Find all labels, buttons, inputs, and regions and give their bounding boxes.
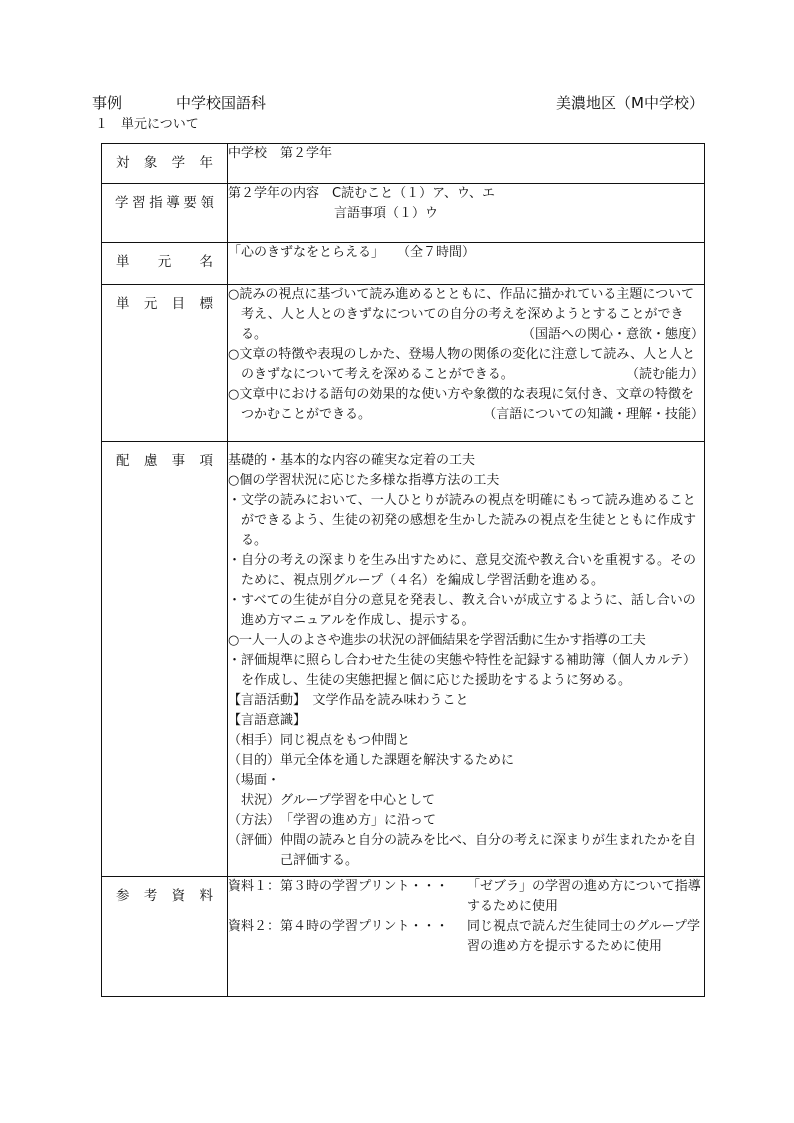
goal-text: ○文章中における語句の効果的な使い方や象徴的な表現に気付き、文章の特徴をつかむことができる。 [228,387,694,422]
label-char: 象 [143,155,158,171]
awareness-tag: 状況） [228,793,281,808]
region-school: 美濃地区（M中学校） [556,94,704,112]
considerations-sub-1: ○個の学習状況に応じた多様な指導方法の工夫 [228,473,500,488]
awareness-tag: （場面・ [228,773,281,788]
considerations-heading: 基礎的・基本的な内容の確実な定着の工夫 [228,453,476,468]
value-considerations [228,442,705,877]
awareness-text: 同じ視点をもつ仲間と [280,733,411,748]
reference-item [228,917,704,957]
unit-table [101,143,705,997]
awareness-tag: （相手） [228,733,281,748]
considerations-sub-2: ○一人一人のよさや進歩の状況の評価結果を学習活動に生かす指導の工夫 [228,633,646,648]
label-chars [102,144,227,173]
value-unit-name [228,243,705,285]
awareness-text [280,771,704,791]
goal-text: ○文章の特徴や表現のしかた、登場人物の関係の変化に注意して読み、人と人とのきずなについて考えを深めることができる。 [228,347,696,382]
label-char: 領 [200,195,214,211]
label-considerations [102,442,228,877]
table-row-considerations [102,442,705,877]
label-char: 対 [116,155,130,171]
label-unit-goals [102,285,228,442]
considerations-bullet: ・すべての生徒が自分の意見を発表し、教え合いが成立するように、話し合いの進め方マニュアルを作成し、提示する。 [228,593,696,628]
label-char: 習 [132,195,146,211]
awareness-item [228,831,704,871]
label-char: 標 [199,296,213,312]
awareness-tag: （評価） [228,833,281,848]
label-char: 項 [199,453,213,469]
label-char: 指 [149,195,163,211]
label-char: 元 [157,254,172,270]
label-char: 資 [171,888,186,904]
awareness-tag: （目的） [228,753,281,768]
label-target-grade [102,144,228,184]
table-row-unit-goals [102,285,705,442]
label-char: 単 [116,254,130,270]
awareness-item [228,791,704,811]
label-chars [102,442,227,471]
table-row-guideline [102,184,705,243]
considerations-bullet: ・自分の考えの深まりを生み出すために、意見交流や教え合いを重視する。そのために、視点別グループ（４名）を編成し学習活動を進める。 [228,553,697,588]
label-references [102,877,228,997]
guideline-line-2: 言語事項（１）ウ [334,206,439,221]
label-chars [102,243,227,272]
value-guideline [228,184,705,243]
table-row-unit-name [102,243,705,285]
awareness-item [228,771,704,791]
label-char: 考 [143,888,158,904]
table-row-target-grade [102,144,705,184]
language-activity: 【言語活動】 文学作品を読み味わうこと [228,693,469,708]
value-target-grade [228,144,705,184]
label-char: 料 [199,888,213,904]
table-row-references [102,877,705,997]
goal-item [228,285,704,345]
reference-value: 「ゼブラ」の学習の進め方について指導するために使用 [467,879,701,914]
label-char: 参 [116,888,130,904]
value-unit-goals [228,285,705,442]
label-char: 元 [143,296,158,312]
label-char: 名 [199,254,213,270]
awareness-item [228,811,704,831]
awareness-text: 単元全体を通した課題を解決するために [280,753,515,768]
reference-item [228,877,704,917]
label-chars [102,184,227,213]
label-char: 学 [171,155,186,171]
unit-name-text: 「心のきずなをとらえる」 （全７時間） [228,245,476,260]
label-char: 目 [171,296,186,312]
section-heading: １ 単元について [95,117,199,132]
goal-item [228,345,704,385]
goal-text: ○読みの視点に基づいて読み進めるとともに、作品に描かれている主題について考え、人と人とのきずなについての自分の考えを深めようとすることができる。 [228,287,695,342]
awareness-text: 「学習の進め方」に沿って [280,813,437,828]
considerations-bullet: ・評価規準に照らし合わせた生徒の実態や特性を記録する補助簿（個人カルテ）を作成し、生徒の実態把握と個に応じた援助をするように努める。 [228,653,697,688]
case-label: 事例 [92,94,123,112]
awareness-item [228,751,704,771]
awareness-text: グループ学習を中心として [280,793,435,808]
label-char: 導 [166,195,180,211]
label-char: 年 [199,155,213,171]
label-chars [102,285,227,314]
goal-note: （読む能力） [625,367,704,382]
reference-key: 資料２：第４時の学習プリント・・・ [228,919,449,934]
label-guideline [102,184,228,243]
reference-value: 同じ視点で読んだ生徒同士のグループ学習の進め方を提示するために使用 [467,919,700,954]
guideline-line-1: 第２学年の内容 C読むこと（１）ア、ウ、エ [228,186,495,201]
language-awareness-heading: 【言語意識】 [228,713,307,728]
reference-key: 資料１：第３時の学習プリント・・・ [228,879,449,894]
label-char: 慮 [143,453,158,469]
awareness-tag: （方法） [228,813,281,828]
label-char: 配 [116,453,130,469]
target-grade-text: 中学校 第２学年 [228,146,333,161]
label-char: 単 [116,296,130,312]
subject-title: 中学校国語科 [176,94,267,112]
label-chars [102,877,227,906]
goal-item [228,385,704,425]
label-char: 事 [171,453,186,469]
considerations-bullet: ・文学の読みにおいて、一人ひとりが読みの視点を明確にもって読み進めることができるよう、生徒の初発の感想を生かした読みの視点を生徒とともに作成する。 [228,493,697,548]
goal-note: （言語についての知識・理解・技能） [483,407,704,422]
awareness-item [228,731,704,751]
awareness-text: 仲間の読みと自分の読みを比べ、自分の考えに深まりが生まれたかを自己評価する。 [280,833,697,868]
label-char: 要 [183,195,197,211]
label-unit-name [102,243,228,285]
value-references [228,877,705,997]
label-char: 学 [115,195,129,211]
goal-note: （国語への関心・意欲・態度） [521,327,704,342]
